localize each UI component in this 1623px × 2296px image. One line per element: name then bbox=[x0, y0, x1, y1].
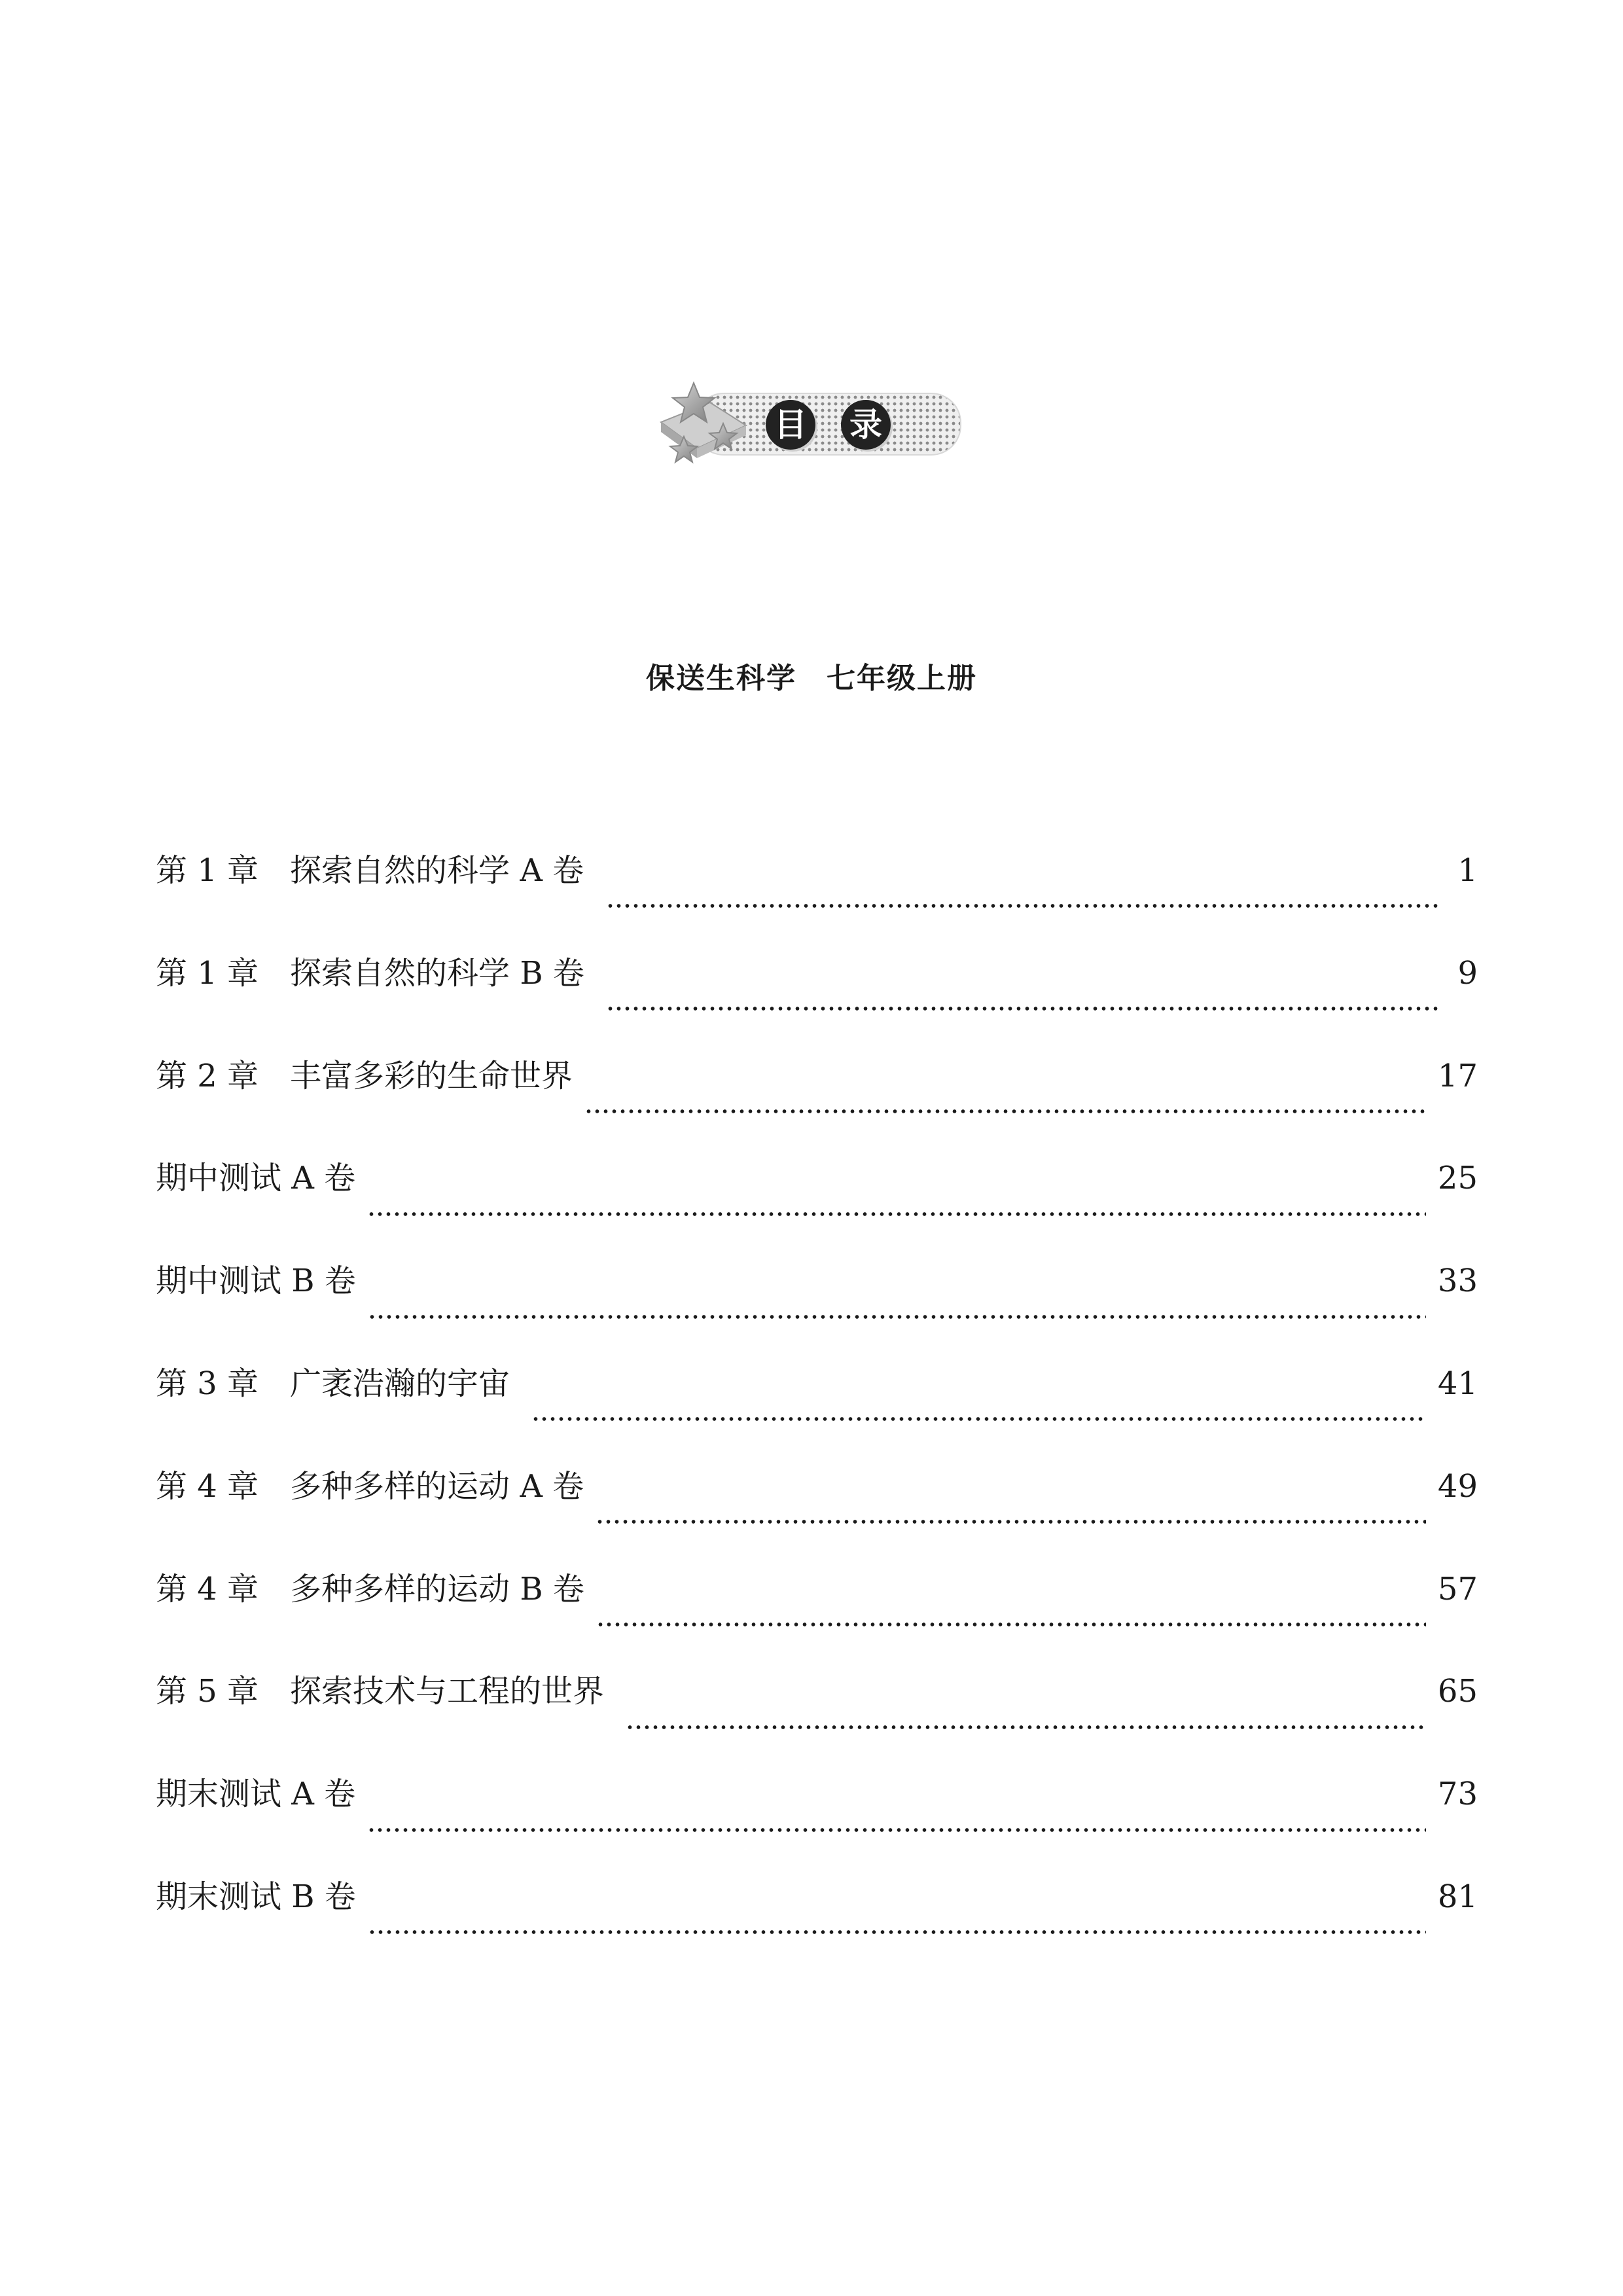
toc-entry-page: 33 bbox=[1437, 1263, 1478, 1300]
toc-entry-title: 第 2 章 丰富多彩的生命世界 bbox=[156, 1057, 573, 1094]
dot-leader bbox=[626, 1724, 1426, 1731]
dot-leader bbox=[606, 1005, 1440, 1012]
toc-entry-page: 49 bbox=[1437, 1467, 1478, 1505]
toc-entry[interactable] bbox=[156, 1774, 1478, 1877]
dot-leader bbox=[606, 903, 1440, 909]
banner-char-mu: 目 bbox=[766, 400, 815, 450]
toc-entry-page: 41 bbox=[1437, 1365, 1478, 1402]
toc-entry[interactable] bbox=[156, 1570, 1478, 1672]
toc-entry-page: 81 bbox=[1437, 1878, 1478, 1915]
dot-leader bbox=[584, 1108, 1426, 1115]
toc-entry[interactable] bbox=[156, 1364, 1478, 1467]
toc-entry-title: 第 4 章 多种多样的运动 A 卷 bbox=[156, 1467, 584, 1505]
toc-entry-page: 57 bbox=[1437, 1570, 1478, 1607]
toc-banner bbox=[648, 376, 975, 475]
banner-char-lu: 录 bbox=[841, 400, 891, 450]
toc-entry-title: 期中测试 A 卷 bbox=[156, 1160, 356, 1197]
toc-entry-page: 25 bbox=[1437, 1160, 1478, 1197]
toc-entry[interactable] bbox=[156, 954, 1478, 1056]
toc-entry[interactable] bbox=[156, 1056, 1478, 1159]
dot-leader bbox=[368, 1314, 1426, 1320]
toc-entry-page: 73 bbox=[1437, 1776, 1478, 1813]
toc-entry[interactable] bbox=[156, 851, 1478, 954]
toc-entry[interactable] bbox=[156, 1158, 1478, 1261]
toc-entry-page: 65 bbox=[1437, 1673, 1478, 1710]
dot-leader bbox=[367, 1827, 1426, 1833]
table-of-contents bbox=[156, 851, 1478, 1980]
dot-leader bbox=[367, 1211, 1426, 1217]
toc-entry[interactable] bbox=[156, 1261, 1478, 1364]
toc-entry-page: 9 bbox=[1457, 954, 1478, 992]
toc-entry-title: 期末测试 A 卷 bbox=[156, 1776, 356, 1813]
toc-entry[interactable] bbox=[156, 1467, 1478, 1570]
toc-entry-title: 期末测试 B 卷 bbox=[156, 1878, 356, 1915]
dot-leader bbox=[531, 1416, 1426, 1422]
toc-entry[interactable] bbox=[156, 1877, 1478, 1980]
toc-entry-page: 1 bbox=[1457, 852, 1478, 889]
toc-entry[interactable] bbox=[156, 1672, 1478, 1774]
toc-entry-title: 第 3 章 广袤浩瀚的宇宙 bbox=[156, 1365, 520, 1402]
book-subtitle: 保送生科学 七年级上册 bbox=[646, 662, 977, 695]
toc-entry-title: 期中测试 B 卷 bbox=[156, 1263, 356, 1300]
toc-entry-page: 17 bbox=[1437, 1057, 1478, 1094]
toc-entry-title: 第 1 章 探索自然的科学 A 卷 bbox=[156, 852, 594, 889]
toc-entry-title: 第 4 章 多种多样的运动 B 卷 bbox=[156, 1570, 584, 1607]
stars-icon bbox=[648, 376, 753, 475]
dot-leader bbox=[368, 1929, 1426, 1935]
toc-entry-title: 第 1 章 探索自然的科学 B 卷 bbox=[156, 954, 595, 992]
dot-leader bbox=[596, 1518, 1426, 1525]
dot-leader bbox=[596, 1621, 1426, 1628]
toc-entry-title: 第 5 章 探索技术与工程的世界 bbox=[156, 1673, 615, 1710]
